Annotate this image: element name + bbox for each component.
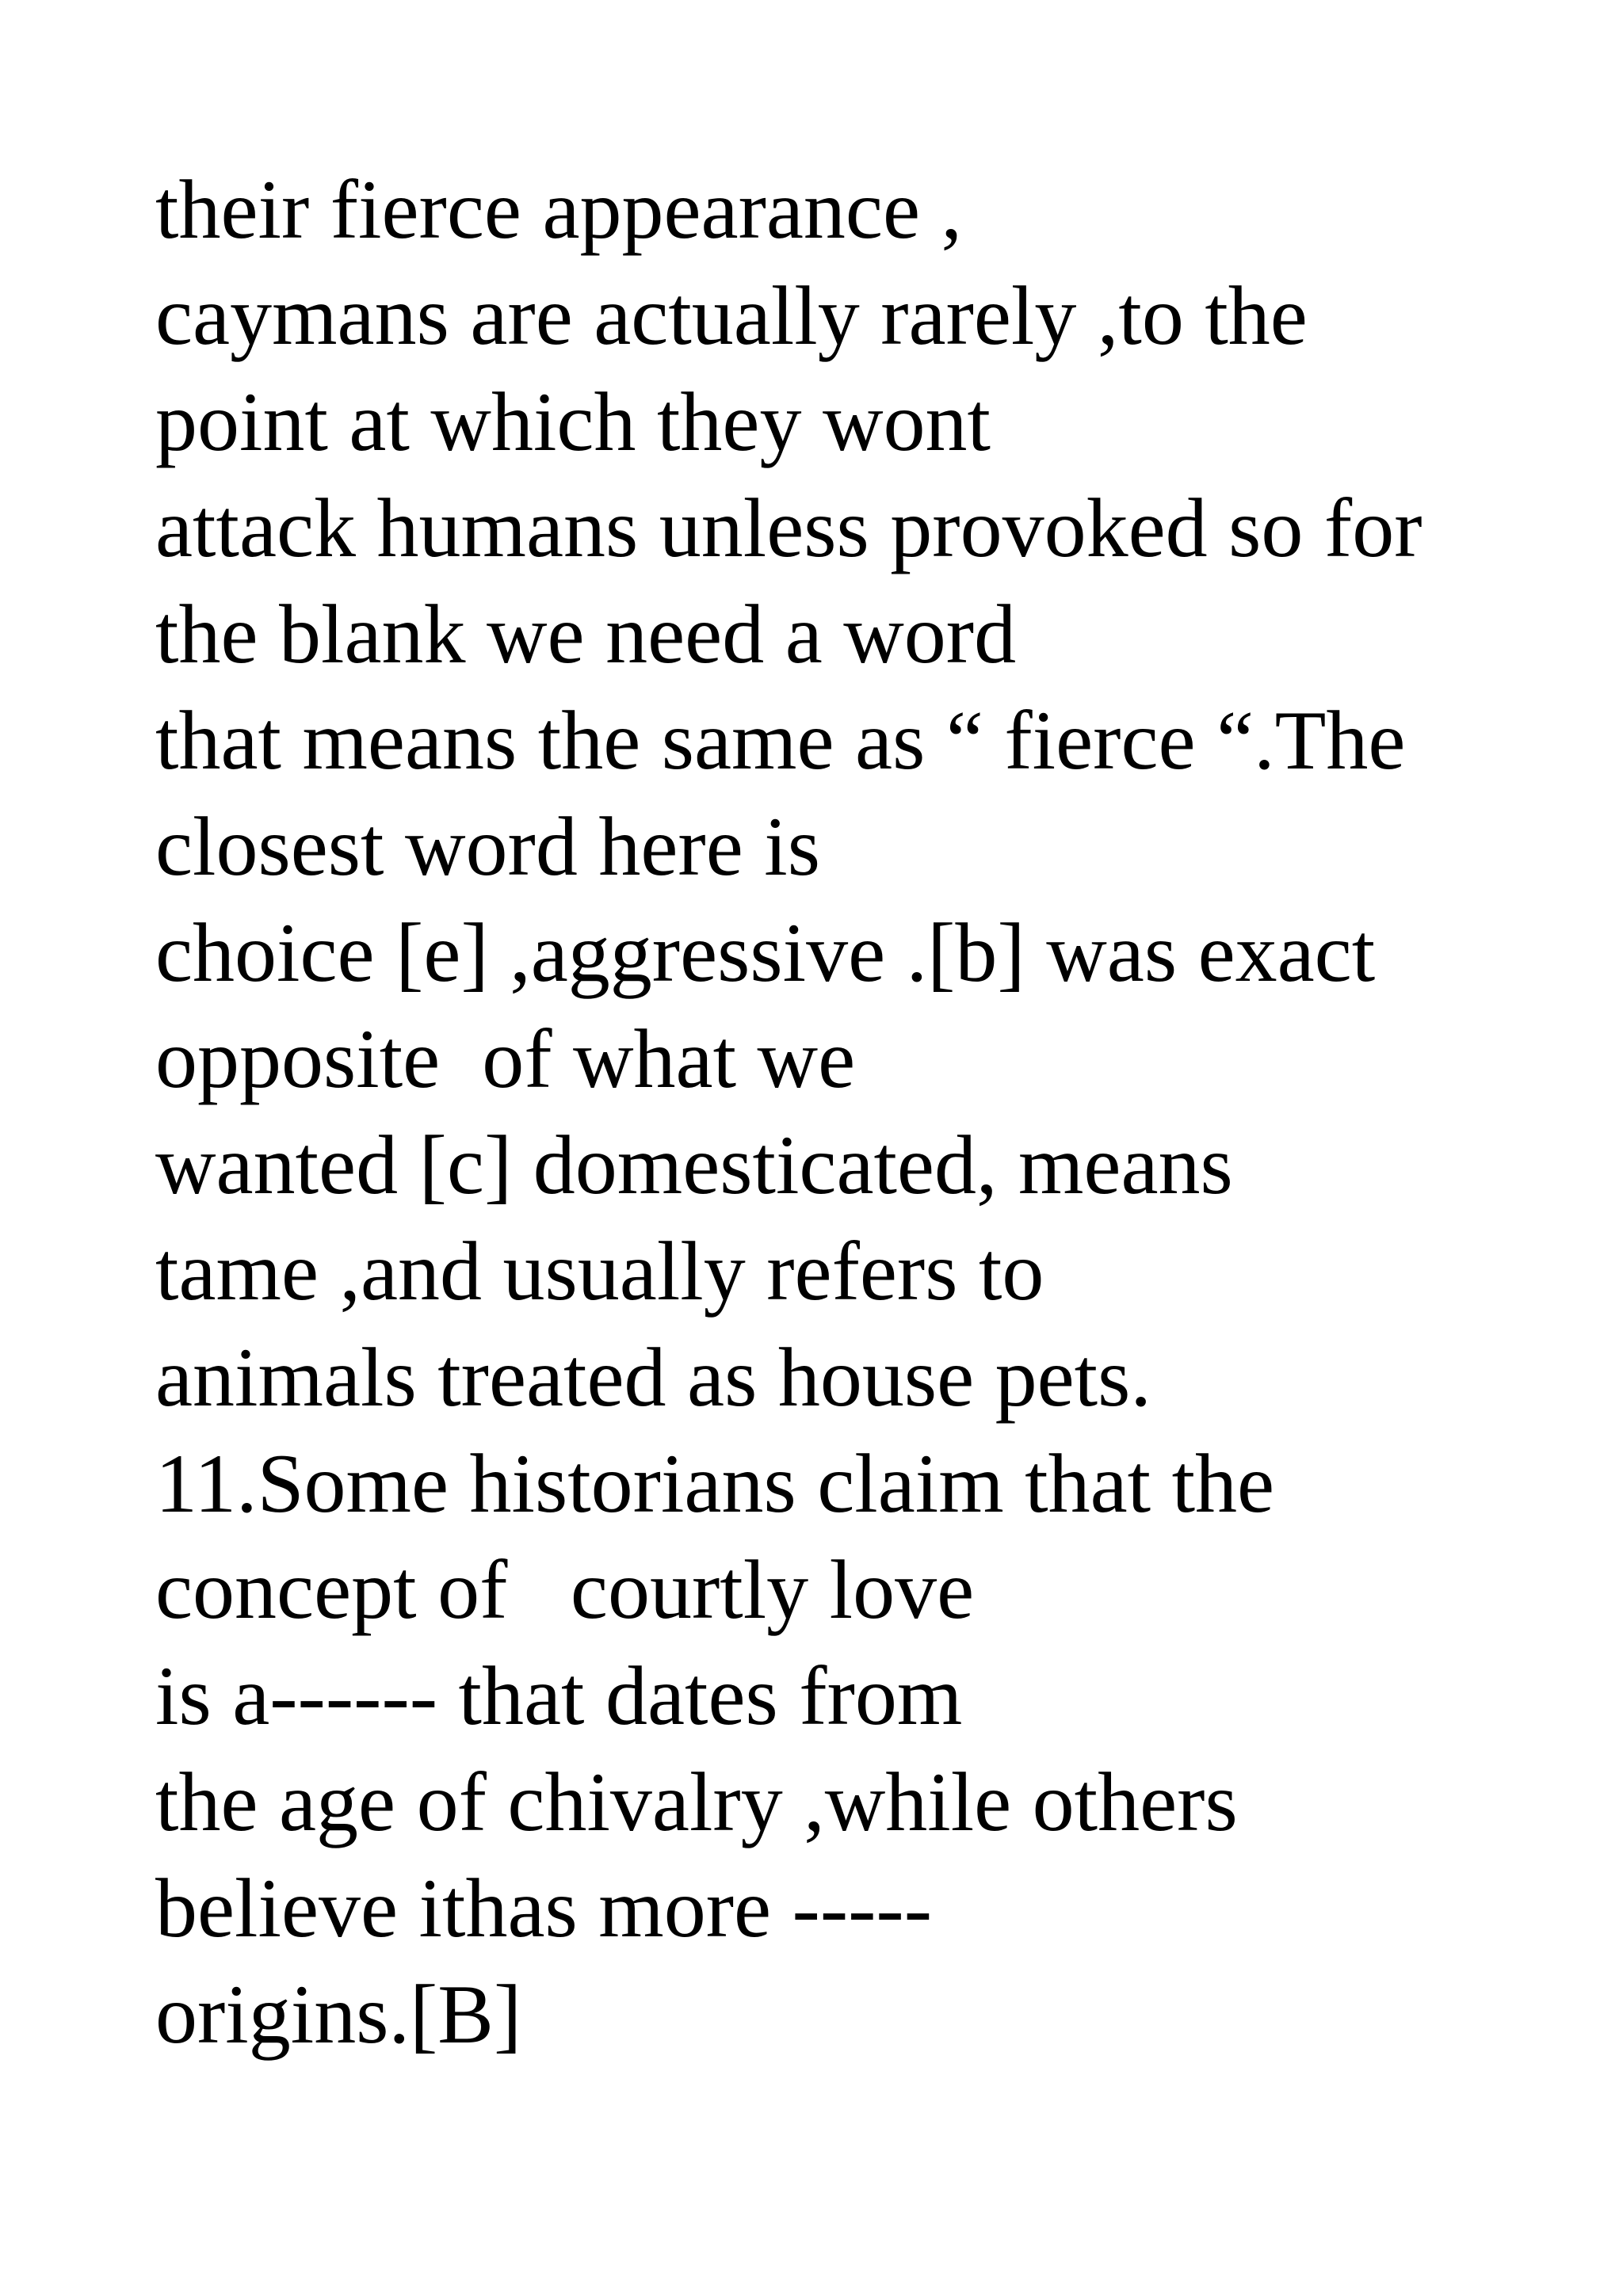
text-line: closest word here is	[155, 800, 820, 893]
document-text	[155, 157, 1598, 2068]
text-line: origins.[B]	[155, 1968, 522, 2061]
text-line: wanted [c] domesticated, means	[155, 1119, 1233, 1211]
text-line: attack humans unless provoked so for	[155, 482, 1423, 574]
text-line: the blank we need a word	[155, 588, 1017, 681]
text-line: choice [e] ,aggressive .[b] was exact	[155, 906, 1376, 999]
text-line: is a------ that dates from	[155, 1650, 963, 1742]
text-line: that means the same as “ fierce “.The	[155, 694, 1406, 787]
text-line: believe ithas more -----	[155, 1862, 933, 1955]
text-line: concept of courtly love	[155, 1543, 975, 1636]
text-line: point at which they wont	[155, 376, 991, 468]
text-line: tame ,and usually refers to	[155, 1225, 1044, 1318]
text-line: their fierce appearance ,	[155, 163, 963, 256]
text-line: animals treated as house pets.	[155, 1331, 1151, 1424]
text-line: opposite of what we	[155, 1013, 856, 1105]
text-line: caymans are actually rarely ,to the	[155, 269, 1308, 362]
text-line: the age of chivalry ,while others	[155, 1756, 1238, 1848]
text-line: 11.Some historians claim that the	[155, 1437, 1275, 1530]
